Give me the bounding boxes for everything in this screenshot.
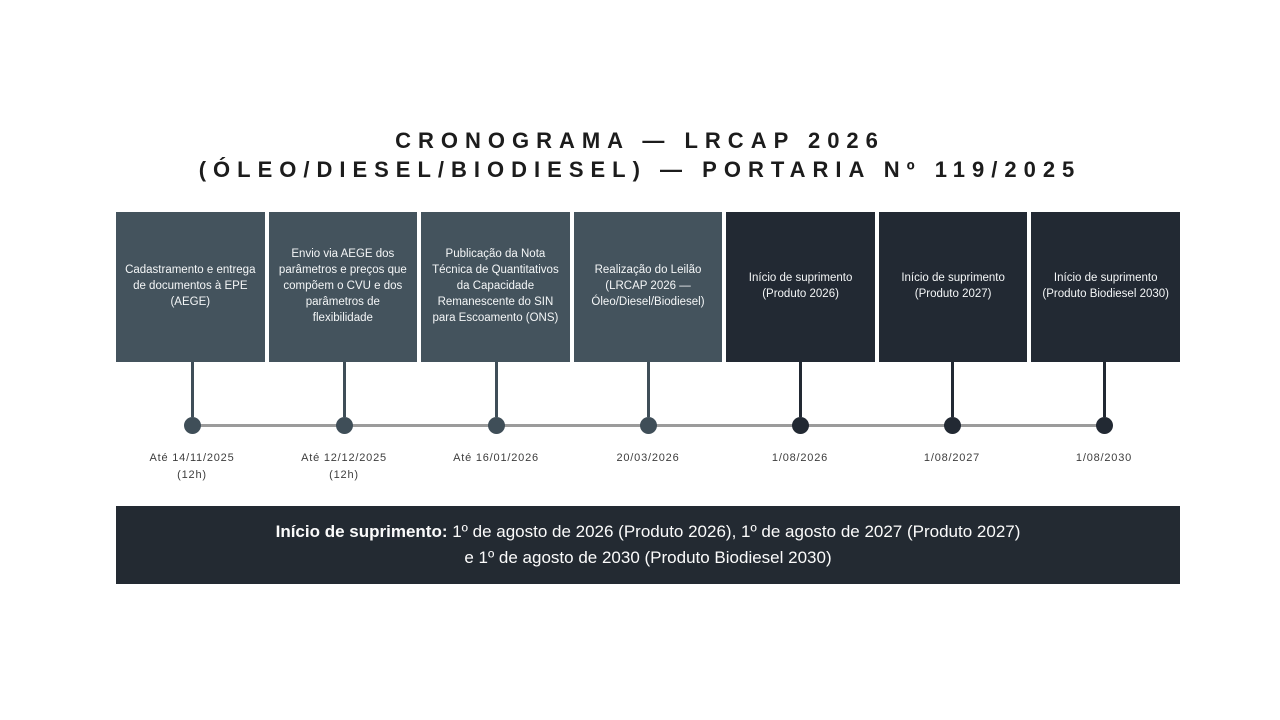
connector-stem bbox=[343, 362, 346, 417]
timeline-dot bbox=[640, 417, 657, 434]
title-line-2: (ÓLEO/DIESEL/BIODIESEL) — PORTARIA Nº 119/2025 bbox=[198, 157, 1082, 183]
connector-stem bbox=[495, 362, 498, 417]
milestone-box-6: Início de suprimento (Produto 2027) bbox=[879, 212, 1028, 362]
date-text: Até 16/01/2026 bbox=[453, 452, 539, 465]
timeline-content bbox=[116, 212, 1180, 584]
date-text: 1/08/2030 bbox=[1075, 452, 1133, 465]
date-text: 1/08/2027 bbox=[923, 452, 981, 465]
banner-bold-label: Início de suprimento: bbox=[275, 521, 448, 541]
connector-stem bbox=[951, 362, 954, 417]
banner-line-1-rest: 1º de agosto de 2026 (Produto 2026), 1º de agosto de 2027 (Produto 2027) bbox=[447, 521, 1021, 541]
milestone-box-2: Envio via AEGE dos parâmetros e preços que compõem o CVU e dos parâmetros de flexibilidade bbox=[269, 212, 418, 362]
milestone-dates bbox=[116, 450, 1180, 484]
timeline-dot bbox=[184, 417, 201, 434]
connector-stem bbox=[799, 362, 802, 417]
timeline-dot bbox=[1096, 417, 1113, 434]
date-label-1 bbox=[116, 450, 268, 484]
date-text: 20/03/2026 bbox=[616, 452, 680, 465]
connector-stem bbox=[647, 362, 650, 417]
date-text: Até 12/12/2025 bbox=[301, 452, 387, 465]
milestone-box-5: Início de suprimento (Produto 2026) bbox=[726, 212, 875, 362]
milestone-box-1: Cadastramento e entrega de documentos à EPE (AEGE) bbox=[116, 212, 265, 362]
milestone-box-7: Início de suprimento (Produto Biodiesel 2030) bbox=[1031, 212, 1180, 362]
date-label-4 bbox=[572, 450, 724, 484]
timeline-dot bbox=[336, 417, 353, 434]
page-title bbox=[0, 126, 1280, 184]
date-text: 1/08/2026 bbox=[771, 452, 829, 465]
date-text-2: (12h) bbox=[329, 469, 359, 482]
date-label-5 bbox=[724, 450, 876, 484]
date-label-7 bbox=[1028, 450, 1180, 484]
timeline-dot bbox=[792, 417, 809, 434]
milestone-box-3: Publicação da Nota Técnica de Quantitativos da Capacidade Remanescente do SIN para Escoamento (ONS) bbox=[421, 212, 570, 362]
date-text-2: (12h) bbox=[177, 469, 207, 482]
timeline-axis bbox=[116, 362, 1180, 434]
banner-line-1 bbox=[276, 519, 1021, 545]
milestone-boxes bbox=[116, 212, 1180, 362]
connector-stem bbox=[191, 362, 194, 417]
timeline-dot bbox=[944, 417, 961, 434]
date-label-2 bbox=[268, 450, 420, 484]
date-label-3 bbox=[420, 450, 572, 484]
title-line-1: CRONOGRAMA — LRCAP 2026 bbox=[395, 128, 885, 153]
connector-stem bbox=[1103, 362, 1106, 417]
timeline-dot bbox=[488, 417, 505, 434]
supply-start-banner bbox=[116, 506, 1180, 584]
milestone-box-4: Realização do Leilão (LRCAP 2026 — Óleo/Diesel/Biodiesel) bbox=[574, 212, 723, 362]
banner-line-2: e 1º de agosto de 2030 (Produto Biodiesel 2030) bbox=[464, 548, 832, 568]
date-text: Até 14/11/2025 bbox=[149, 452, 235, 465]
date-label-6 bbox=[876, 450, 1028, 484]
